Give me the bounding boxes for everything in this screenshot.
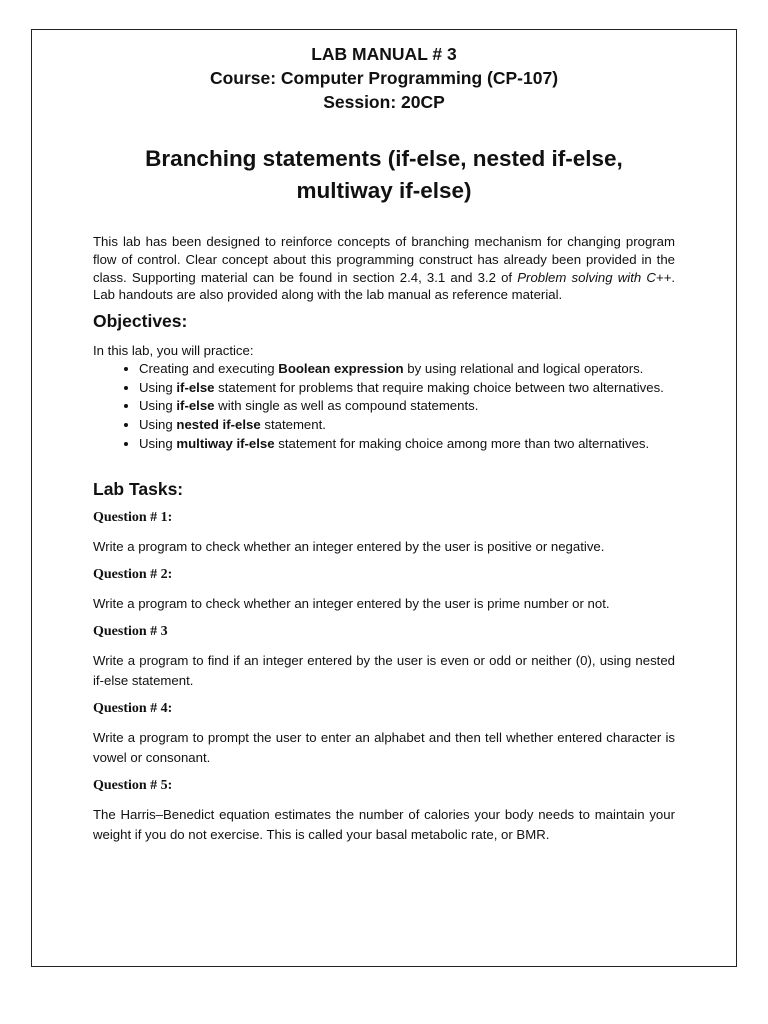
question-4 (93, 699, 675, 768)
objective-item: • Using if-else statement for problems that require making choice between two alternatives. (139, 379, 675, 397)
objectives-heading: Objectives: (93, 311, 188, 332)
question-label: Question # 3 (93, 624, 168, 640)
question-text: The Harris–Benedict equation estimates the number of calories your body needs to maintain your weight if you do not exercise. This is called your basal metabolic rate, or BMR. (93, 807, 675, 843)
course-name: Course: Computer Programming (CP-107) (209, 68, 559, 88)
intro-paragraph (93, 233, 675, 304)
objective-item: • Using multiway if-else statement for making choice among more than two alternatives. (139, 435, 675, 453)
document-body (93, 42, 675, 845)
objective-item: • Using if-else with single as well as compound statements. (139, 397, 675, 415)
objective-item: • Using nested if-else statement. (139, 416, 675, 434)
question-2 (93, 565, 675, 614)
objectives-lead: In this lab, you will practice: (93, 343, 254, 359)
question-text: Write a program to check whether an integer entered by the user is positive or negative. (93, 539, 605, 555)
session: Session: 20CP (323, 92, 445, 112)
question-5 (93, 776, 675, 845)
manual-number: LAB MANUAL # 3 (311, 44, 457, 64)
question-1 (93, 508, 675, 557)
lab-tasks-heading: Lab Tasks: (93, 479, 184, 500)
intro-text-before: This lab has been designed to reinforce concepts of branching mechanism for changing program flow of control. Clear concept about this programming construct has already been provided in the class. Supporting material can be found in section 2.4, 3.1 and 3.2 of (93, 234, 675, 285)
intro-text-after: . Lab handouts are also provided along with the lab manual as reference material. (93, 269, 675, 303)
question-3 (93, 622, 675, 691)
question-text: Write a program to prompt the user to enter an alphabet and then tell whether entered character is vowel or consonant. (93, 730, 675, 766)
book-title: Problem solving with C++ (517, 269, 672, 285)
document-title: Branching statements (if-else, nested if-else, multiway if-else) (145, 146, 623, 203)
question-text: Write a program to find if an integer entered by the user is even or odd or neither (0), using nested if-else statement. (93, 653, 675, 689)
question-text: Write a program to check whether an integer entered by the user is prime number or not. (93, 596, 610, 612)
question-label: Question # 4: (93, 701, 173, 717)
question-label: Question # 1: (93, 510, 173, 526)
question-label: Question # 2: (93, 567, 173, 583)
objectives-list (93, 360, 675, 452)
question-label: Question # 5: (93, 778, 173, 794)
document-header (93, 42, 675, 114)
objective-item: • Creating and executing Boolean expression by using relational and logical operators. (139, 360, 675, 378)
